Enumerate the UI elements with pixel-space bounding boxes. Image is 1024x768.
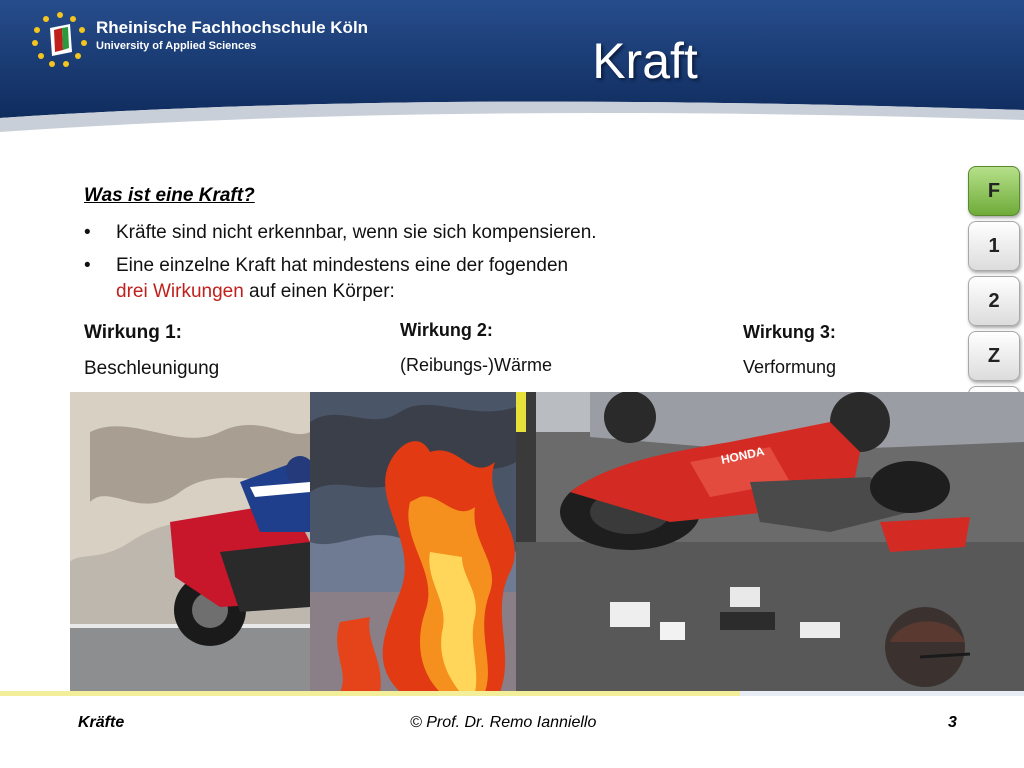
- bullet-dot: •: [84, 255, 91, 276]
- bullet-line1: Eine einzelne Kraft hat mindestens eine der fogenden: [116, 255, 569, 276]
- university-name: Rheinische Fachhochschule Köln: [96, 18, 369, 37]
- bullet-line2-rest: auf einen Körper:: [243, 281, 395, 302]
- crashed-motorcycle-photo: [516, 392, 1024, 694]
- footer-divider: [0, 691, 1024, 696]
- nav-button-f[interactable]: F: [968, 166, 1020, 216]
- honda-logo-text: HONDA: [719, 444, 766, 467]
- slide-title: Kraft: [592, 33, 698, 89]
- photo-strip: [70, 392, 1024, 694]
- nav-button-1[interactable]: 1: [968, 221, 1020, 271]
- bullet-text: [116, 253, 568, 305]
- header-banner: [0, 0, 1024, 135]
- wirkung-2-value: (Reibungs-)Wärme: [400, 355, 553, 375]
- university-logo: [30, 10, 90, 70]
- footer-page-number: 3: [948, 714, 957, 731]
- motorcycle-racer-photo: [70, 392, 314, 694]
- nav-button-2[interactable]: 2: [968, 276, 1020, 326]
- wirkung-1-value: Beschleunigung: [84, 358, 220, 379]
- fire-photo: [310, 392, 516, 694]
- question-heading: Was ist eine Kraft?: [84, 185, 255, 206]
- university-subtitle: University of Applied Sciences: [96, 40, 257, 52]
- nav-button-z[interactable]: Z: [968, 331, 1020, 381]
- footer-copyright: © Prof. Dr. Remo Ianniello: [410, 714, 597, 731]
- wirkung-3-value: Verformung: [743, 357, 837, 377]
- wirkung-1-title: Wirkung 1:: [84, 322, 182, 343]
- wirkung-2-title: Wirkung 2:: [400, 320, 493, 340]
- bullet-text: Kräfte sind nicht erkennbar, wenn sie sich kompensieren.: [116, 222, 597, 243]
- wirkung-3-title: Wirkung 3:: [743, 322, 836, 342]
- bullet-dot: •: [84, 222, 91, 243]
- footer-topic: Kräfte: [78, 714, 125, 731]
- highlight-text: drei Wirkungen: [116, 281, 244, 302]
